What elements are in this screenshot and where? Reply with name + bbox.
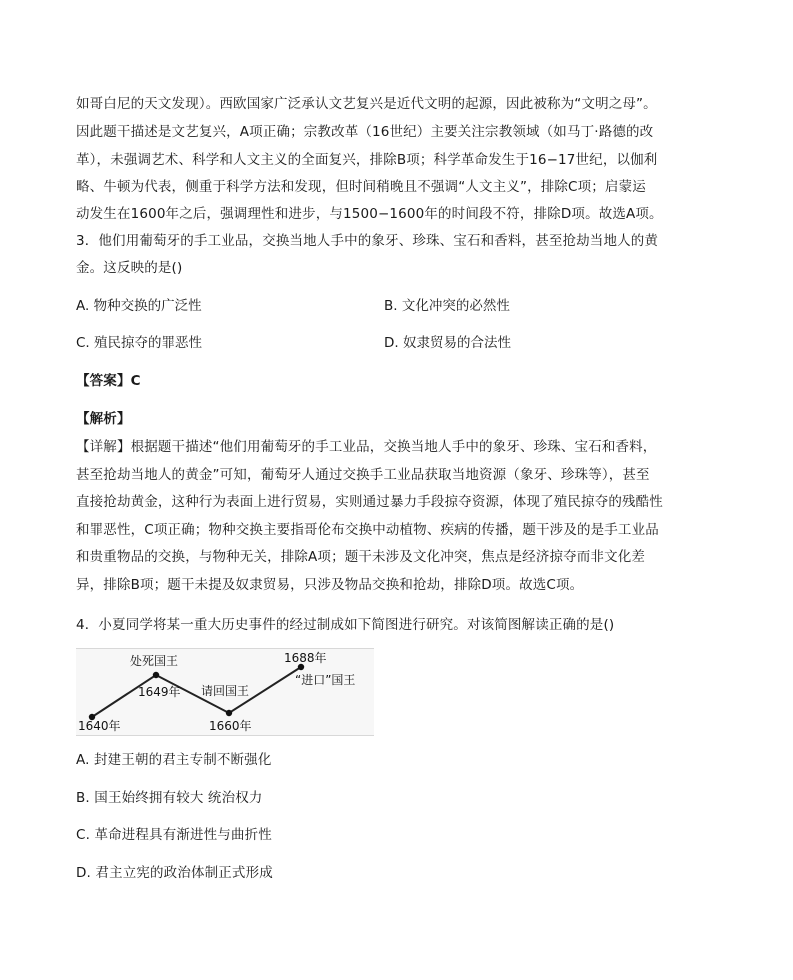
q3-analysis-line-3: 直接抢劫黄金，这种行为表面上进行贸易，实则通过暴力手段掠夺资源，体现了殖民掠夺的残酷性: [76, 494, 663, 510]
timeline-line: [92, 667, 301, 717]
q3-stem-line-1: 3．他们用葡萄牙的手工业品，交换当地人手中的象牙、珍珠、宝石和香料，甚至抢劫当地人的黄: [76, 233, 659, 249]
q3-analysis-heading: 【解析】: [76, 411, 131, 427]
q3-option-d: D. 奴隶贸易的合法性: [384, 335, 511, 351]
q4-stem: 4．小夏同学将某一重大历史事件的经过制成如下简图进行研究。对该简图解读正确的是(): [76, 617, 615, 633]
q3-answer: 【答案】C: [76, 373, 141, 389]
q3-analysis-line-4: 和罪恶性，C项正确；物种交换主要指哥伦布交换中动植物、疾病的传播，题干涉及的是手工业品: [76, 522, 659, 538]
q4-option-c: C. 革命进程具有渐进性与曲折性: [76, 827, 272, 843]
q3-option-a: A. 物种交换的广泛性: [76, 298, 202, 314]
q2-analysis-line-3: 革），未强调艺术、科学和人文主义的全面复兴，排除B项；科学革命发生于16−17世纪，以伽利: [76, 152, 658, 168]
q3-analysis-line-5: 和贵重物品的交换，与物种无关，排除A项；题干未涉及文化冲突，焦点是经济掠夺而非文化差: [76, 549, 646, 565]
label-1649: 1649年: [138, 685, 181, 699]
q2-analysis-line-5: 动发生在1600年之后，强调理性和进步，与1500−1600年的时间段不符，排除D项。故选A项。: [76, 206, 663, 222]
q2-analysis-line-1: 如哥白尼的天文发现）。西欧国家广泛承认文艺复兴是近代文明的起源，因此被称为“文明之母”。: [76, 96, 657, 112]
label-1660: 1660年: [209, 719, 252, 733]
label-invite-king: 请回国王: [201, 684, 250, 698]
q4-timeline-diagram: [76, 648, 374, 736]
q3-option-b: B. 文化冲突的必然性: [384, 298, 510, 314]
q2-analysis-line-4: 略、牛顿为代表，侧重于科学方法和发现，但时间稍晚且不强调“人文主义”，排除C项；启蒙运: [76, 179, 646, 195]
q2-analysis-line-2: 因此题干描述是文艺复兴，A项正确；宗教改革（16世纪）主要关注宗教领域（如马丁·路德的改: [76, 124, 654, 140]
label-import-king: “进口”国王: [295, 673, 356, 687]
q4-option-a: A. 封建王朝的君主专制不断强化: [76, 752, 272, 768]
q3-analysis-line-6: 异，排除B项；题干未提及奴隶贸易，只涉及物品交换和抢劫，排除D项。故选C项。: [76, 577, 584, 593]
q4-option-d: D. 君主立宪的政治体制正式形成: [76, 865, 273, 881]
label-1640: 1640年: [78, 719, 121, 733]
q4-option-b: B. 国王始终拥有较大 统治权力: [76, 790, 263, 806]
point-1649: [153, 672, 159, 678]
q3-option-c: C. 殖民掠夺的罪恶性: [76, 335, 203, 351]
q3-stem-line-2: 金。这反映的是(): [76, 260, 183, 276]
point-1660: [226, 710, 232, 716]
q3-analysis-line-1: 【详解】根据题干描述“他们用葡萄牙的手工业品，交换当地人手中的象牙、珍珠、宝石和香料，: [76, 439, 657, 455]
q3-analysis-line-2: 甚至抢劫当地人的黄金”可知，葡萄牙人通过交换手工业品获取当地资源（象牙、珍珠等），甚至: [76, 467, 650, 483]
label-1688: 1688年: [284, 651, 327, 665]
label-execute-king: 处死国王: [130, 654, 179, 668]
